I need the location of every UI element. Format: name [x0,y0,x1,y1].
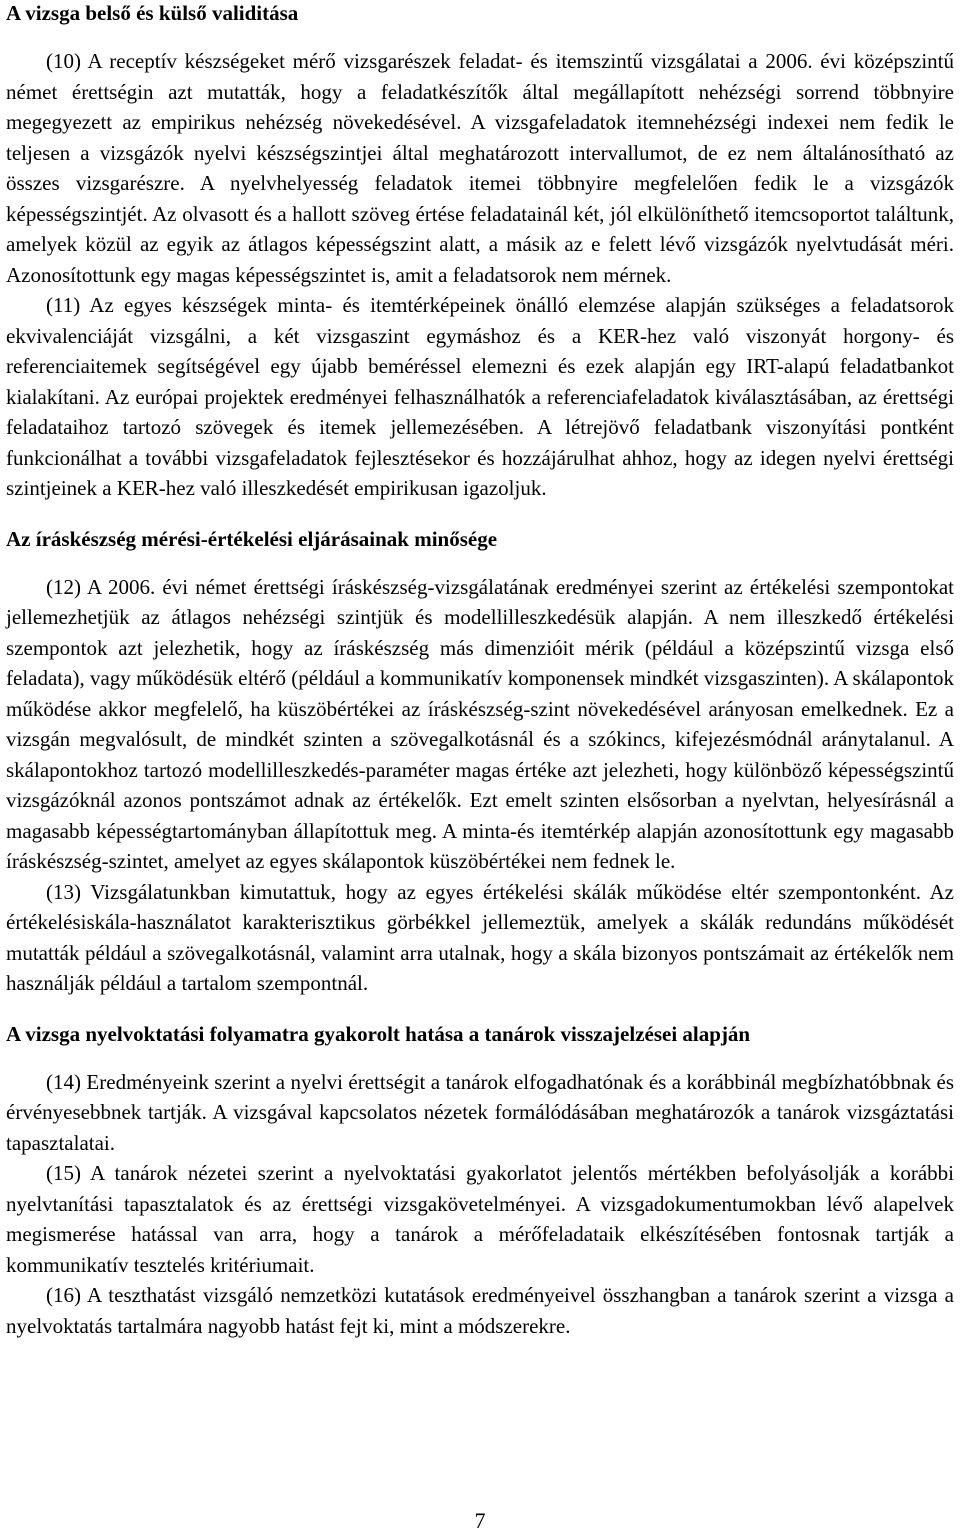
paragraph-10: (10) A receptív készségeket mérő vizsgarészek feladat- és itemszintű vizsgálatai a 2006. évi középszintű német érettségin azt mutatták, hogy a feladatkészítők által megállapított nehézségi sorrend többnyire megegyezett az empirikus nehézség növekedésével. A vizsgafeladatok itemnehézségi indexei nem fedik le teljesen a vizsgázók nyelvi készségszintjei által meghatározott intervallumot, de ez nem általánosítható az összes vizsgarészre. A nyelvhelyesség feladatok itemei többnyire megfelelően fedik le a vizsgázók képességszintjét. Az olvasott és a hallott szöveg értése feladatainál két, jól elkülöníthető itemcsoportot találtunk, amelyek közül az egyik az átlagos képességszint alatt, a másik az e felett lévő vizsgázók nyelvtudását méri. Azonosítottunk egy magas képességszintet is, amit a feladatsorok nem mérnek. [6,49,954,287]
paragraph-13: (13) Vizsgálatunkban kimutattuk, hogy az egyes értékelési skálák működése eltér szempontonként. Az értékelésiskála-használatot karakterisztikus görbékkel jellemeztük, amelyek a skálák redundáns működését mutatták például a szövegalkotásnál, valamint arra utalnak, hogy a skála bizonyos pontszámait az értékelők nem használják például a tartalom szempontnál. [6,879,954,995]
page-number: 7 [474,1508,486,1533]
paragraph-11: (11) Az egyes készségek minta- és itemtérképeinek önálló elemzése alapján szükséges a feladatsorok ekvivalenciáját vizsgálni, a két vizsgaszint egymáshoz és a KER-hez való viszonyát horgony- és referenciaitemek segítségével egy újabb beméréssel elemezni és ezek alapján egy IRT-alapú feladatbankot kialakítani. Az európai projektek eredményei felhasználhatók a referenciafeladatok kiválasztásában, az érettségi feladataihoz tartozó szövegek és itemek jellemezésében. A létrejövő feladatbank viszonyítási pontként funkcionálhat a további vizsgafeladatok fejlesztésekor és hozzájárulhat ahhoz, hogy az idegen nyelvi érettségi szintjeinek a KER-hez való illeszkedését empirikusan igazoljuk. [6,293,954,500]
section-heading-validity: A vizsga belső és külső validitása [6,1,299,25]
paragraph-12: (12) A 2006. évi német érettségi íráskészség-vizsgálatának eredményei szerint az értékelési szempontokat jellemezhetjük az átlagos nehézségi szintjük és modellilleszkedésük alapján. A nem illeszkedő értékelési szempontok azt jelezhetik, hogy az íráskészség más dimenzióit mérik (például a középszintű vizsga első feladata), vagy működésük eltérő (például a kommunikatív komponensek mindkét vizsgaszinten). A skálapontok működése akkor megfelelő, ha küszöbértékei az íráskészség-szint növekedésével arányosan emelkednek. Ez a vizsgán megvalósult, de mindkét szinten a szövegalkotásnál és a szókincs, kifejezésmódnál aránytalanul. A skálapontokhoz tartozó modellilleszkedés-paraméter magas értéke azt jelezheti, hogy különböző képességszintű vizsgázóknál azonos pontszámot adnak az értékelők. Ezt emelt szinten elsősorban a nyelvtan, helyesírásnál a magasabb képességtartományban állapítottuk meg. A minta-és itemtérkép alapján azonosítottunk egy magasabb íráskészség-szintet, amelyet az egyes skálapontok küszöbértékei nem fednek le. [6,574,954,873]
paragraph-16: (16) A teszthatást vizsgáló nemzetközi kutatások eredményeivel összhangban a tanárok szerint a vizsga a nyelvoktatás tartalmára nagyobb hatást fejt ki, mint a módszerekre. [6,1283,954,1338]
paragraph-15: (15) A tanárok nézetei szerint a nyelvoktatási gyakorlatot jelentős mértékben befolyásolják a korábbi nyelvtanítási tapasztalatok és az érettségi vizsgakövetelményei. A vizsgadokumentumokban lévő alapelvek megismerése hatással van arra, hogy a tanárok a mérőfeladataik elkészítésében fontosnak tartják a kommunikatív tesztelés kritériumait. [6,1161,954,1277]
section-heading-washback: A vizsga nyelvoktatási folyamatra gyakorolt hatása a tanárok visszajelzései alapján [6,1021,751,1046]
document-page [6,0,954,1341]
paragraph-14: (14) Eredményeink szerint a nyelvi érettségit a tanárok elfogadhatónak és a korábbinál megbízhatóbbnak és érvényesebbnek tartják. A vizsgával kapcsolatos nézetek formálódásában meghatározók a tanárok vizsgáztatási tapasztalatai. [6,1069,954,1155]
section-heading-writing-assessment: Az íráskészség mérési-értékelési eljárásainak minősége [6,526,498,551]
